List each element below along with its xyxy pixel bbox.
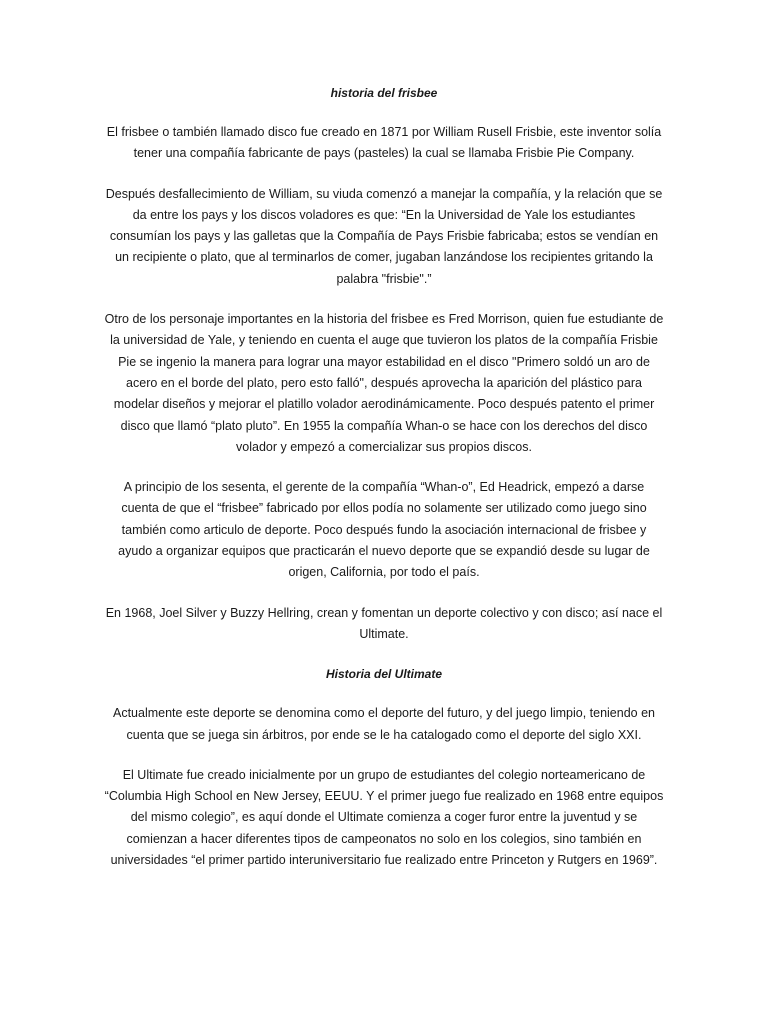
paragraph-ed-headrick: A principio de los sesenta, el gerente de la compañía “Whan-o”, Ed Headrick, empezó a darse cuenta de que el “frisbee” fabricado por ellos podía no solamente ser utilizado como juego sino también como articulo de deporte. Poco después fundo la asociación internacional de frisbee y ayudo a organizar equipos que practicarán el nuevo deporte que se expandió desde su lugar de origen, California, por todo el país.	[118, 480, 650, 580]
paragraph-sport-of-future: Actualmente este deporte se denomina como el deporte del futuro, y del juego limpio, teniendo en cuenta que se juega sin árbitros, por ende se le ha catalogado como el deporte del siglo XXI.	[112, 706, 655, 742]
paragraph-origin: El frisbee o también llamado disco fue creado en 1871 por William Rusell Frisbie, este inventor solía tener una compañía fabricante de pays (pasteles) la cual se llamaba Frisbie Pie Company.	[106, 125, 662, 161]
paragraph-columbia-high-school: El Ultimate fue creado inicialmente por un grupo de estudiantes del colegio norteamericano de “Columbia High School en New Jersey, EEUU. Y el primer juego fue realizado en 1968 entre equipos del mismo colegio”, es aquí donde el Ultimate comienza a coger furor entre la juventud y se comienzan a hacer diferentes tipos de campeonatos no solo en los colegios, sino también en universidades “el primer partido interuniversitario fue realizado entre Princeton y Rutgers en 1969”.	[104, 767, 664, 868]
document-page	[104, 83, 664, 890]
paragraph-yale-pies: Después desfallecimiento de William, su viuda comenzó a manejar la compañía, y la relación que se da entre los pays y los discos voladores es que: “En la Universidad de Yale los estudiantes consumían los pays y las galletas que la Compañía de Pays Frisbie fabricaba; estos se vendían en un recipiente o plato, que al terminarlos de comer, jugaban lanzándose los recipientes gritando la palabra "frisbie".”	[105, 186, 663, 286]
section-title-ultimate-history: Historia del Ultimate	[325, 667, 443, 682]
paragraph-ultimate-birth: En 1968, Joel Silver y Buzzy Hellring, crean y fomentan un deporte colectivo y con disco; así nace el Ultimate.	[105, 605, 663, 641]
section-title-frisbee-history: historia del frisbee	[330, 86, 438, 100]
paragraph-fred-morrison: Otro de los personaje importantes en la historia del frisbee es Fred Morrison, quien fue estudiante de la universidad de Yale, y teniendo en cuenta el auge que tuvieron los platos de la compañía Frisbie Pie se ingenio la manera para lograr una mayor estabilidad en el disco "Primero soldó un aro de acero en el borde del plato, pero esto falló", después aprovecha la aparición del plástico para modelar diseños y mejorar el platillo volador aerodinámicamente. Poco después patento el primer disco que llamó “plato pluto”. En 1955 la compañía Whan-o se hace con los derechos del disco volador y empezó a comercializar sus propios discos.	[104, 312, 664, 454]
